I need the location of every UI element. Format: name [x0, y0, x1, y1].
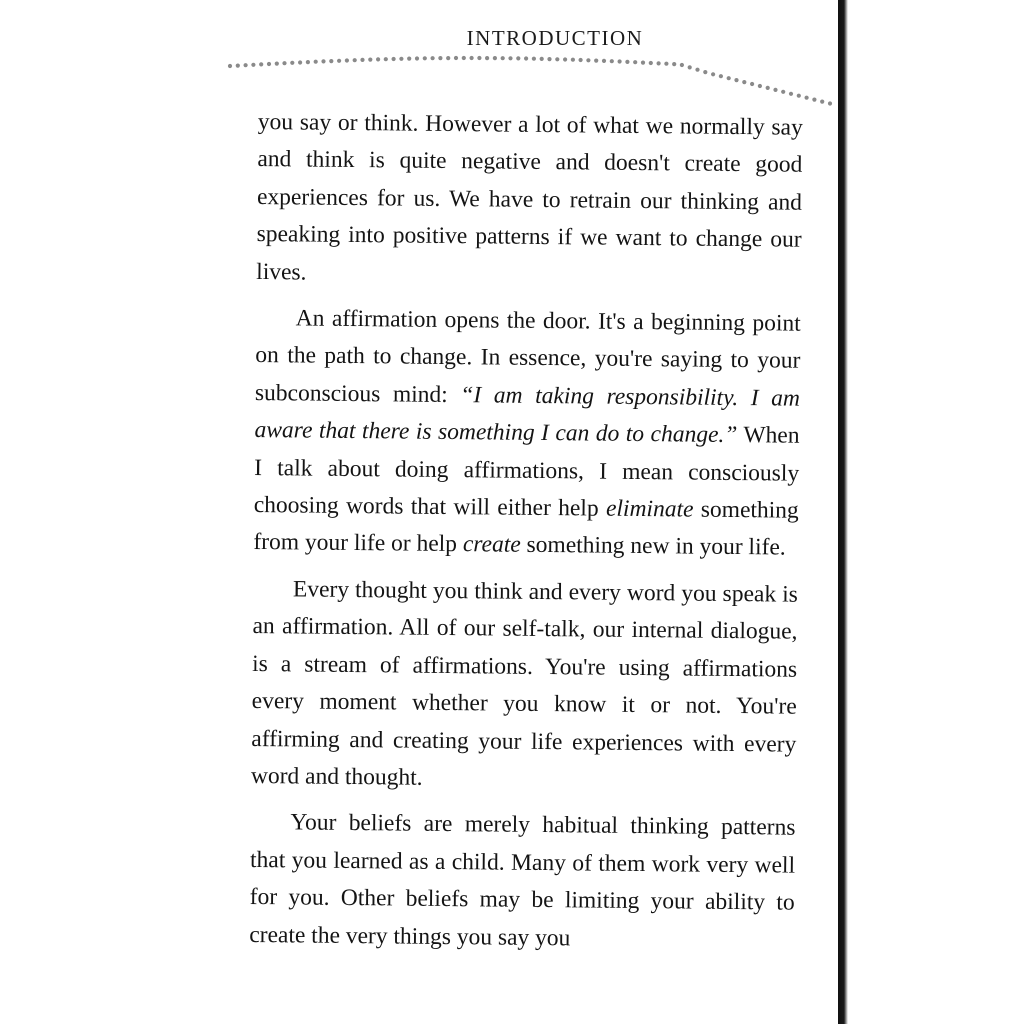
ornament-dot	[563, 57, 567, 61]
ornament-dot	[501, 56, 505, 60]
ornament-dot	[228, 64, 232, 68]
ornament-dot	[610, 59, 614, 63]
ornament-dot	[664, 62, 668, 66]
ornament-dot	[657, 61, 661, 65]
ornament-dot	[438, 56, 442, 60]
ornament-dot	[368, 58, 372, 62]
ornament-dot	[555, 57, 559, 61]
ornament-dot	[641, 61, 645, 65]
ornament-dot	[571, 58, 575, 62]
ornament-dot	[625, 60, 629, 64]
ornament-dot	[820, 100, 824, 104]
ornament-dot	[282, 61, 286, 65]
ornament-dot	[750, 82, 754, 86]
ornament-dot	[267, 62, 271, 66]
text-segment: Your beliefs are merely habitual thinking patterns that you learned as a child. Many of them work very well for you. Other beliefs may be limiting your ability to create the very things you say you	[249, 809, 796, 951]
ornament-dot	[244, 63, 248, 67]
page-edge-shadow	[838, 0, 1024, 1024]
ornament-dot	[407, 57, 411, 61]
ornament-dot	[251, 63, 255, 67]
ornament-dot	[462, 56, 466, 60]
ornament-dot	[618, 59, 622, 63]
ornament-dot	[314, 60, 318, 64]
ornament-dot	[508, 56, 512, 60]
ornament-dot	[360, 58, 364, 62]
text-segment: When I talk about doing affirmations, I mean consciously choosing words that will either help	[253, 422, 800, 522]
ornament-dot	[688, 65, 692, 69]
ornament-dot	[446, 56, 450, 60]
ornament-dot	[516, 56, 520, 60]
ornament-dot	[532, 57, 536, 61]
paragraph-3	[251, 571, 798, 801]
body-text	[249, 104, 803, 969]
ornament-dot	[337, 59, 341, 63]
ornament-dot	[633, 60, 637, 64]
ornament-dot	[321, 59, 325, 63]
ornament-dot	[695, 68, 699, 72]
ornament-dot	[431, 56, 435, 60]
ornament-dot	[812, 98, 816, 102]
ornament-dot	[680, 63, 684, 67]
ornament-dot	[485, 56, 489, 60]
ornament-dot	[290, 61, 294, 65]
ornament-dot	[470, 56, 474, 60]
paragraph-4	[249, 804, 796, 959]
italic-text-segment: “I am taking responsibility. I am aware that there is something I can do to change.”	[254, 381, 801, 449]
ornament-dot	[415, 56, 419, 60]
ornament-dot	[275, 62, 279, 66]
ornament-dot	[672, 62, 676, 66]
ornament-dot	[376, 57, 380, 61]
ornament-dot	[773, 88, 777, 92]
ornament-dot	[540, 57, 544, 61]
text-segment: something new in your life.	[520, 532, 786, 562]
text-segment: An affirmation opens the door. It's a beginning point on the path to change. In essence, you're saying to your subconscious mind:	[254, 305, 801, 408]
ornament-dot	[493, 56, 497, 60]
ornament-dot	[259, 62, 263, 66]
ornament-dot	[547, 57, 551, 61]
ornament-dot	[298, 60, 302, 64]
ornament-dot	[586, 58, 590, 62]
paragraph-1	[256, 104, 803, 297]
paragraph-2	[253, 300, 801, 568]
ornament-dot	[306, 60, 310, 64]
ornament-dot	[758, 84, 762, 88]
ornament-dot	[236, 64, 240, 68]
ornament-dot	[805, 96, 809, 100]
ornament-dot	[524, 56, 528, 60]
running-header: INTRODUCTION	[466, 26, 644, 50]
ornament-dot	[711, 72, 715, 76]
ornament-dot	[594, 59, 598, 63]
text-segment: something from your life or help	[253, 496, 799, 558]
ornament-dot	[789, 92, 793, 96]
ornament-dot	[828, 101, 832, 105]
text-segment: Every thought you think and every word you speak is an affirmation. All of our self-talk, our internal dialogue, is a stream of affirmations. You're using affirmations every moment whether you know it or not. You're affirming and creating your life experiences with every word and thought.	[250, 576, 799, 791]
ornament-dot	[579, 58, 583, 62]
italic-text-segment: create	[462, 531, 521, 559]
ornament-dot	[719, 74, 723, 78]
ornament-dot	[423, 56, 427, 60]
ornament-dot	[392, 57, 396, 61]
ornament-dot	[399, 57, 403, 61]
ornament-dot	[734, 78, 738, 82]
ornament-dot	[477, 56, 481, 60]
ornament-dot	[384, 57, 388, 61]
ornament-dot	[703, 70, 707, 74]
ornament-dot	[797, 94, 801, 98]
ornament-dot	[727, 76, 731, 80]
header-dotted-ornament	[220, 44, 840, 114]
ornament-dot	[766, 86, 770, 90]
ornament-dot	[353, 58, 357, 62]
italic-text-segment: eliminate	[605, 495, 694, 523]
ornament-dot	[602, 59, 606, 63]
ornament-dot	[454, 56, 458, 60]
ornament-dot	[742, 80, 746, 84]
ornament-dot	[329, 59, 333, 63]
ornament-dot	[781, 90, 785, 94]
ornament-dot	[345, 58, 349, 62]
ornament-dot	[649, 61, 653, 65]
text-segment: you say or think. However a lot of what we normally say and think is quite negative and doesn't create good experiences for us. We have to retrain our thinking and speaking into positive patterns if we want to change our lives.	[256, 108, 803, 286]
